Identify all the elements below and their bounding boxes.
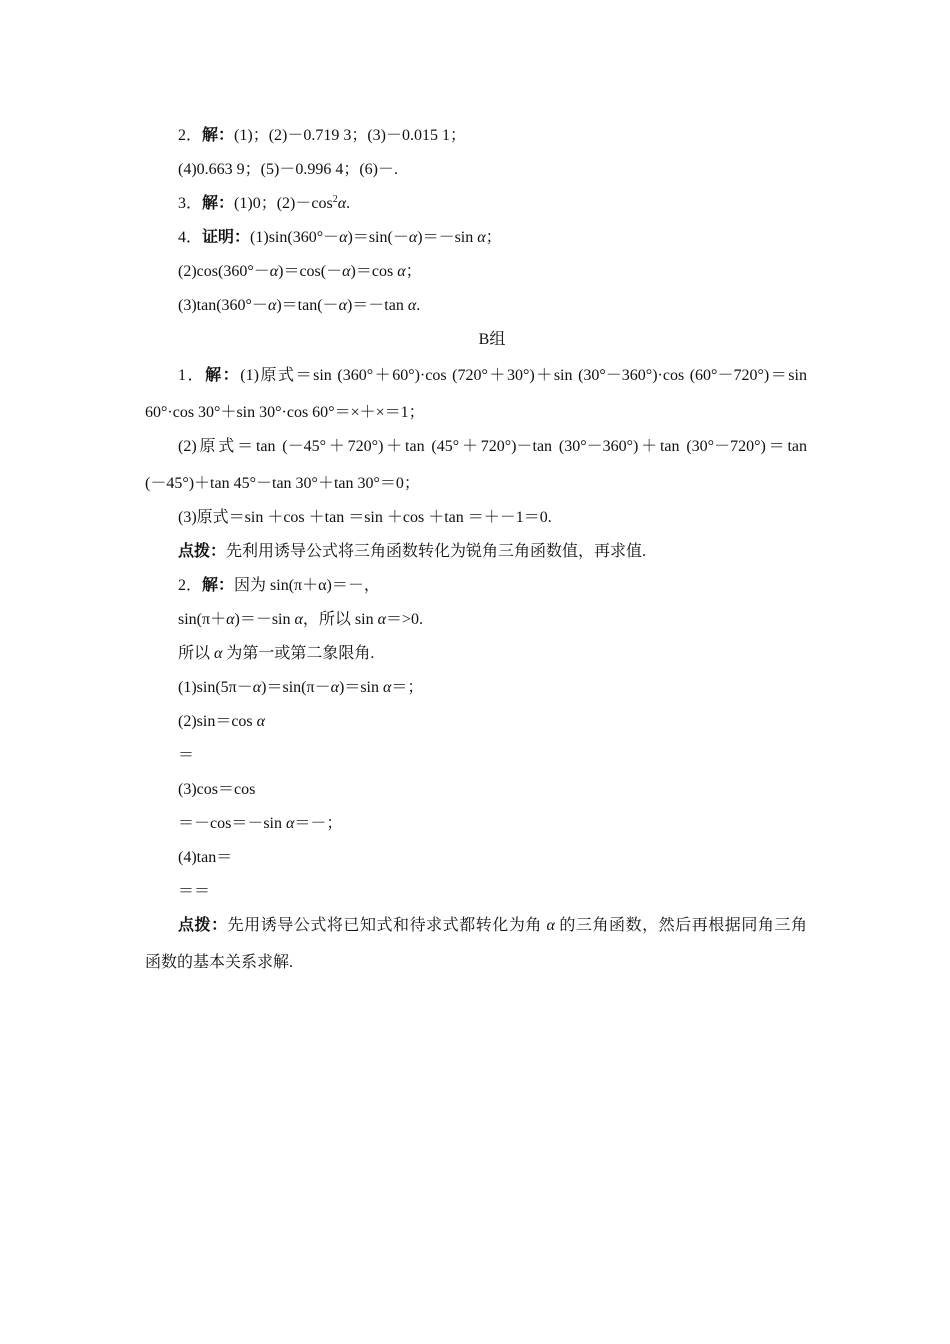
- alpha-symbol: α: [337, 195, 347, 212]
- formula-text: (1)sin(360°－: [250, 229, 340, 246]
- tip-label: 点拨：: [178, 917, 228, 934]
- formula-text: ＝－tan: [352, 297, 408, 314]
- formula-text: (3)tan(360°－: [178, 297, 268, 314]
- b1-line-1: [145, 366, 807, 386]
- proof-4-1: [178, 228, 502, 248]
- formula-text: .: [416, 297, 421, 314]
- alpha-symbol: α: [477, 229, 486, 246]
- b2-line-2: [178, 610, 423, 630]
- formula-text: ；: [405, 263, 422, 280]
- tip-text: 先用诱导公式将已知式和待求式都转化为角: [227, 917, 547, 934]
- answer-3: [178, 194, 350, 214]
- answer-text: 为第一或第二象限角.: [222, 645, 375, 662]
- answer-text: 因为 sin(π＋α)＝－，: [234, 577, 380, 594]
- b2-line-7: (3)cos＝cos: [178, 781, 256, 798]
- formula-text: (2)sin＝cos: [178, 713, 257, 730]
- alpha-symbol: α: [397, 263, 406, 280]
- answer-label: 解：: [205, 367, 241, 384]
- answer-label: 解：: [202, 577, 235, 594]
- b2-line-10: ＝＝: [178, 883, 211, 900]
- alpha-symbol: α: [256, 713, 266, 730]
- b2-line-3: [178, 644, 374, 664]
- b2-line-1: [178, 576, 380, 596]
- answer-text: .: [346, 195, 351, 212]
- formula-text: )＝sin(－: [347, 229, 409, 246]
- alpha-symbol: α: [226, 611, 235, 628]
- formula-text: ＝－sin: [239, 611, 295, 628]
- answer-text: (1)原式＝sin (360°＋60°)·cos (720°＋30°)＋sin (30°－360°)·cos (60°－720°)＝sin: [240, 367, 807, 384]
- formula-text: ＝>0.: [386, 611, 424, 628]
- tip-label: 点拨：: [178, 543, 227, 560]
- alpha-symbol: α: [546, 917, 555, 934]
- item-number: 2．: [178, 577, 203, 594]
- formula-text: ＝－cos＝－sin: [178, 815, 287, 832]
- proof-label: 证明：: [202, 229, 251, 246]
- proof-4-2: [178, 262, 422, 282]
- alpha-symbol: α: [252, 679, 262, 696]
- b2-line-4: [178, 678, 423, 698]
- tip-2-line-2: 函数的基本关系求解.: [145, 954, 294, 971]
- superscript: 2: [332, 194, 338, 205]
- answer-label: 解：: [202, 127, 235, 144]
- formula-text: )＝tan(－: [276, 297, 339, 314]
- item-number: 4．: [178, 229, 203, 246]
- alpha-symbol: α: [408, 229, 418, 246]
- alpha-symbol: α: [267, 297, 277, 314]
- answer-text: 所以: [178, 645, 215, 662]
- b1-line-3: (2)原式＝tan (－45°＋720°)＋tan (45°＋720°)－tan (30°－360°)＋tan (30°－720°)＝tan: [178, 438, 807, 455]
- formula-text: ): [338, 679, 345, 696]
- tip-2-line-1: [145, 916, 807, 936]
- b2-line-6: ＝: [178, 747, 195, 764]
- alpha-symbol: α: [383, 679, 392, 696]
- alpha-symbol: α: [286, 815, 295, 832]
- tip-text: 的三角函数，然后再根据同角三角: [554, 917, 807, 934]
- alpha-symbol: α: [269, 263, 279, 280]
- formula-text: ): [350, 263, 356, 280]
- formula-text: ＝；: [391, 679, 424, 696]
- formula-text: ): [234, 611, 240, 628]
- b1-line-5: (3)原式＝sin ＋cos ＋tan ＝sin ＋cos ＋tan ＝＋－1＝0.: [178, 509, 552, 526]
- answer-text: (1)0；(2)－cos: [234, 195, 333, 212]
- alpha-symbol: α: [338, 297, 347, 314]
- formula-text: ): [417, 229, 423, 246]
- alpha-symbol: α: [407, 297, 417, 314]
- proof-4-3: [178, 296, 420, 316]
- formula-text: ；: [485, 229, 502, 246]
- b2-line-5: [178, 712, 265, 732]
- b2-line-9: (4)tan＝: [178, 849, 233, 866]
- item-number: 1．: [178, 367, 206, 384]
- b2-line-8: [178, 814, 342, 834]
- formula-text: ＝cos: [355, 263, 398, 280]
- answer-text: (1)；(2)－0.719 3；(3)－0.015 1；: [234, 127, 467, 144]
- alpha-symbol: α: [342, 263, 351, 280]
- answer-2-continued: (4)0.663 9；(5)－0.996 4；(6)－.: [178, 161, 398, 178]
- tip-1: [178, 542, 646, 562]
- formula-text: (1)sin(5π－: [178, 679, 253, 696]
- tip-text: 先利用诱导公式将三角函数转化为锐角三角函数值，再求值.: [226, 543, 647, 560]
- formula-text: ＝－sin: [422, 229, 478, 246]
- formula-text: sin(π＋: [178, 611, 227, 628]
- item-number: 2．: [178, 127, 203, 144]
- formula-text: ＝－；: [294, 815, 343, 832]
- formula-text: )＝cos(－: [278, 263, 343, 280]
- alpha-symbol: α: [339, 229, 348, 246]
- formula-text: (2)cos(360°－: [178, 263, 270, 280]
- alpha-symbol: α: [377, 611, 387, 628]
- formula-text: ，所以 sin: [302, 611, 378, 628]
- alpha-symbol: α: [214, 645, 223, 662]
- formula-text: ): [346, 297, 353, 314]
- formula-text: ＝sin: [344, 679, 383, 696]
- b1-line-2: 60°·cos 30°＋sin 30°·cos 60°＝×＋×＝1；: [145, 404, 425, 421]
- formula-text: ＝sin(π－: [266, 679, 331, 696]
- alpha-symbol: α: [294, 611, 303, 628]
- formula-text: ): [261, 679, 267, 696]
- answer-label: 解：: [202, 195, 235, 212]
- item-number: 3．: [178, 195, 203, 212]
- section-heading: B组: [478, 331, 506, 348]
- alpha-symbol: α: [330, 679, 339, 696]
- answer-2: [178, 126, 466, 146]
- b1-line-4: (－45°)＋tan 45°－tan 30°＋tan 30°＝0；: [145, 475, 420, 492]
